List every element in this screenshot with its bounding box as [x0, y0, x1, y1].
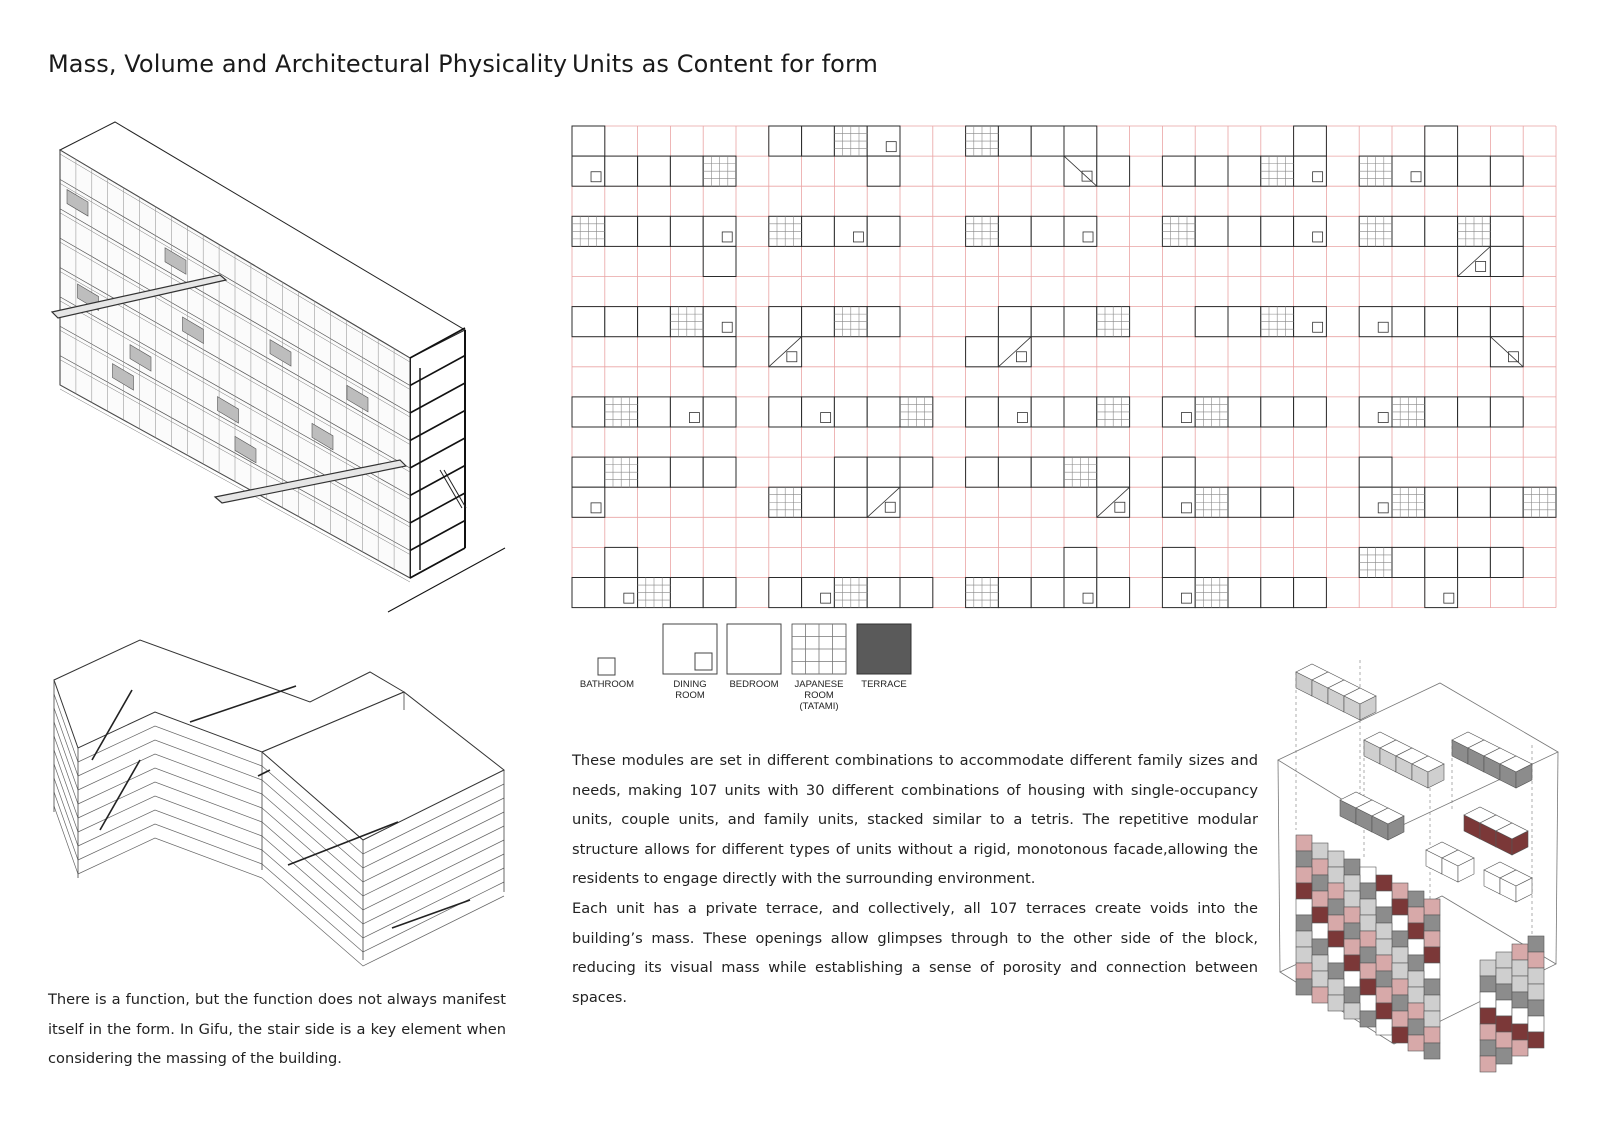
modules-description-part-1: These modules are set in different combinations to accommodate different family sizes and needs, making 107 units with 30 different combinations of housing with single-occupancy units, couple units, and family units, stacked similar to a tetris. The repetitive modular structure allows for different types of units without a rigid, monotonous facade,allowing the residents to engage directly with the surrounding environment.	[572, 752, 1258, 888]
legend-japanese-room-label: JAPANESE ROOM (TATAMI)	[794, 679, 844, 712]
modules-description-part-2: Each unit has a private terrace, and collectively, all 107 terraces create voids into the building’s mass. These openings allow glimpses through to the other side of the block, reducing its visual mass while establishing a sense of porosity and connection between spaces.	[572, 899, 1258, 1006]
legend-bathroom-label: BATHROOM	[579, 679, 635, 690]
section-title-mass: Mass, Volume and Architectural Physicality	[48, 50, 568, 78]
stair-side-description: There is a function, but the function does not always manifest itself in the form. In Gifu, the stair side is a key element when considering the massing of the building.	[48, 991, 506, 1068]
legend-terrace-label: TERRACE	[861, 679, 907, 690]
section-title-units: Units as Content for form	[572, 50, 878, 78]
legend-bedroom-label: BEDROOM	[729, 679, 779, 690]
legend-dining-label: DINING ROOM	[673, 679, 707, 701]
